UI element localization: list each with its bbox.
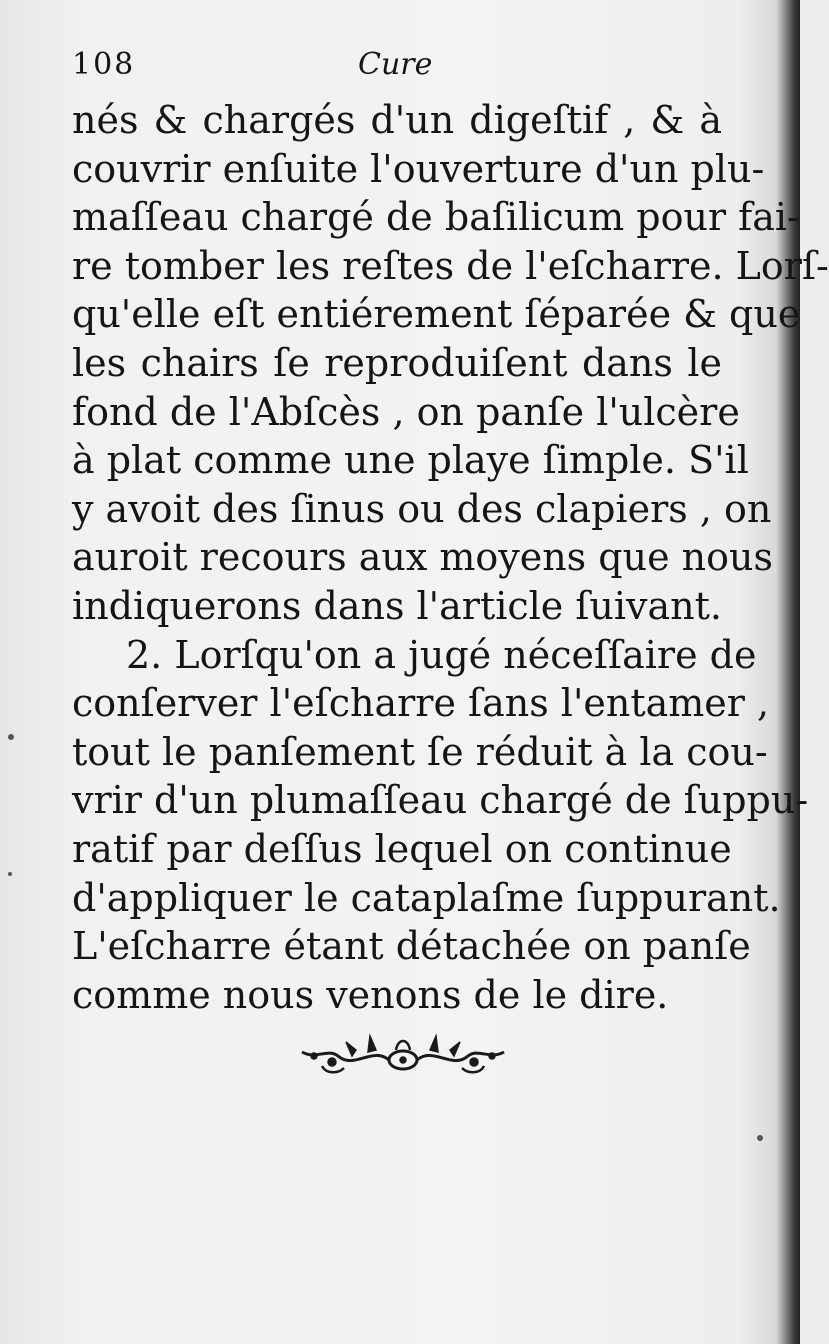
floral-ornament-icon bbox=[292, 1026, 514, 1082]
running-head bbox=[72, 47, 712, 91]
page-number: 108 bbox=[72, 47, 136, 82]
text-line: d'appliquer le cataplaſme ſuppurant. bbox=[72, 875, 781, 920]
text-line: tout le panſement ſe réduit à la cou- bbox=[72, 729, 768, 774]
text-line: fond de l'Abſcès , on panſe l'ulcère bbox=[72, 389, 740, 434]
ink-speck bbox=[8, 734, 14, 740]
text-line: les chairs ſe reproduiſent dans le bbox=[72, 340, 722, 385]
ink-speck bbox=[8, 872, 12, 876]
text-line: comme nous venons de le dire. bbox=[72, 972, 669, 1017]
running-title: Cure bbox=[358, 47, 433, 82]
text-line: L'eſcharre étant détachée on panſe bbox=[72, 924, 751, 969]
text-line: maſſeau chargé de baſilicum pour fai- bbox=[72, 195, 800, 240]
text-line: vrir d'un plumaſſeau chargé de ſuppu- bbox=[72, 778, 809, 823]
text-line: qu'elle eſt entiérement ſéparée & que bbox=[72, 292, 801, 337]
text-line: indiquerons dans l'article ſuivant. bbox=[72, 583, 723, 628]
ink-speck bbox=[757, 1135, 763, 1141]
body-text bbox=[72, 96, 829, 1019]
text-line: à plat comme une playe ſimple. S'il bbox=[72, 438, 749, 483]
text-line: y avoit des ſinus ou des clapiers , on bbox=[72, 486, 772, 531]
text-line: couvrir enſuite l'ouverture d'un plu- bbox=[72, 146, 765, 191]
text-line: auroit recours aux moyens que nous bbox=[72, 535, 773, 580]
text-line: ratif par deſſus lequel on continue bbox=[72, 826, 732, 871]
text-line: re tomber les reſtes de l'eſcharre. Lorſ- bbox=[72, 243, 829, 288]
text-line: conſerver l'eſcharre ſans l'entamer , bbox=[72, 681, 770, 726]
text-line: nés & chargés d'un digeſtif , & à bbox=[72, 98, 722, 142]
text-line: 2. Lorſqu'on a jugé néceſſaire de bbox=[126, 632, 757, 677]
